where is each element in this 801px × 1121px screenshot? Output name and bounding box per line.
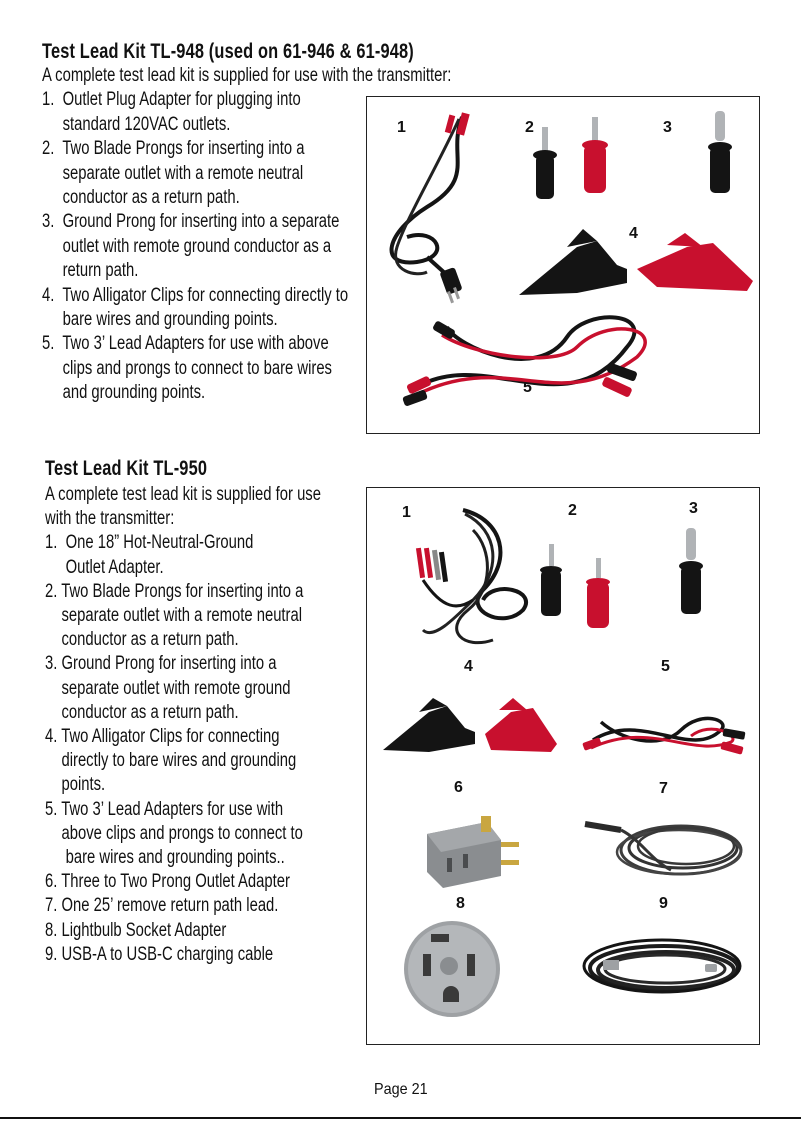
- return-path-lead-image: [581, 810, 751, 890]
- list-line: directly to bare wires and grounding: [45, 750, 297, 772]
- list-line: with the transmitter:: [45, 508, 175, 530]
- list-line: 6. Three to Two Prong Outlet Adapter: [45, 871, 290, 893]
- figure-label: 5: [661, 658, 670, 675]
- list-line: 5. Two 3’ Lead Adapters for use with: [45, 798, 284, 820]
- figure-label: 4: [464, 658, 473, 675]
- list-line: 5. Two 3’ Lead Adapters for use with above: [42, 333, 329, 355]
- list-line: 4. Two Alligator Clips for connecting: [45, 726, 280, 747]
- list-line: A complete test lead kit is supplied for use with the transmitter:: [42, 65, 452, 86]
- figure-label: 4: [629, 225, 638, 242]
- list-line: 3. Ground Prong for inserting into a: [45, 653, 277, 675]
- figure-label: 3: [663, 119, 672, 136]
- three-to-two-prong-adapter-image: [417, 806, 527, 896]
- figure-label: 8: [456, 895, 465, 912]
- figure-label: 6: [454, 779, 463, 796]
- list-line: bare wires and grounding points..: [45, 847, 285, 868]
- lightbulb-socket-adapter-image: [397, 914, 507, 1024]
- figure-label: 5: [523, 379, 532, 396]
- figure-label: 9: [659, 895, 668, 912]
- list-line: 3. Ground Prong for inserting into a separate: [42, 211, 340, 233]
- figure-label: 7: [659, 780, 668, 797]
- list-line: separate outlet with a remote neutral: [42, 162, 304, 184]
- list-line: 1. Outlet Plug Adapter for plugging into: [42, 89, 301, 111]
- list-line: 8. Lightbulb Socket Adapter: [45, 919, 227, 941]
- list-line: Outlet Adapter.: [45, 556, 164, 578]
- page-number: Page 21: [373, 1081, 428, 1098]
- section1-title: Test Lead Kit TL-948 (used on 61-946 & 61-948): [42, 40, 414, 63]
- section2-figure: [366, 487, 760, 1045]
- list-line: clips and prongs to connect to bare wires: [42, 357, 332, 379]
- list-line: and grounding points.: [42, 382, 206, 404]
- figure-label: 2: [568, 502, 577, 519]
- list-line: 2. Two Blade Prongs for inserting into a: [45, 580, 304, 602]
- usb-cable-image: [579, 932, 749, 1012]
- list-line: 9. USB-A to USB-C charging cable: [45, 943, 274, 965]
- section2-title: Test Lead Kit TL-950: [45, 457, 208, 480]
- list-line: 4. Two Alligator Clips for connecting directly to: [42, 284, 349, 306]
- hot-neutral-ground-cord-image: [403, 500, 543, 660]
- figure-label: 2: [525, 119, 534, 136]
- list-line: separate outlet with a remote neutral: [45, 605, 303, 626]
- lead-adapters-image: [581, 700, 751, 770]
- lead-adapters-image: [367, 97, 759, 433]
- list-line: conductor as a return path.: [45, 701, 239, 723]
- blade-prongs-image: [537, 538, 637, 638]
- list-line: points.: [45, 774, 106, 796]
- list-line: conductor as a return path.: [45, 629, 239, 651]
- list-line: 7. One 25’ remove return path lead.: [45, 895, 279, 917]
- list-line: return path.: [42, 260, 139, 282]
- list-line: bare wires and grounding points.: [42, 309, 278, 330]
- figure-label: 1: [402, 504, 411, 521]
- list-line: 2. Two Blade Prongs for inserting into a: [42, 138, 305, 160]
- list-line: outlet with remote ground conductor as a: [42, 235, 332, 257]
- list-line: standard 120VAC outlets.: [42, 113, 231, 135]
- list-line: above clips and prongs to connect to: [45, 822, 303, 844]
- list-line: separate outlet with remote ground: [45, 677, 291, 699]
- section1-figure: [366, 96, 760, 434]
- ground-prong-image: [669, 526, 719, 646]
- alligator-clips-image: [381, 694, 561, 764]
- bottom-rule: [0, 1117, 801, 1119]
- list-line: conductor as a return path.: [42, 187, 240, 208]
- list-line: 1. One 18” Hot-Neutral-Ground: [45, 532, 254, 554]
- list-line: A complete test lead kit is supplied for use: [45, 484, 321, 505]
- figure-label: 3: [689, 500, 698, 517]
- figure-label: 1: [397, 119, 406, 136]
